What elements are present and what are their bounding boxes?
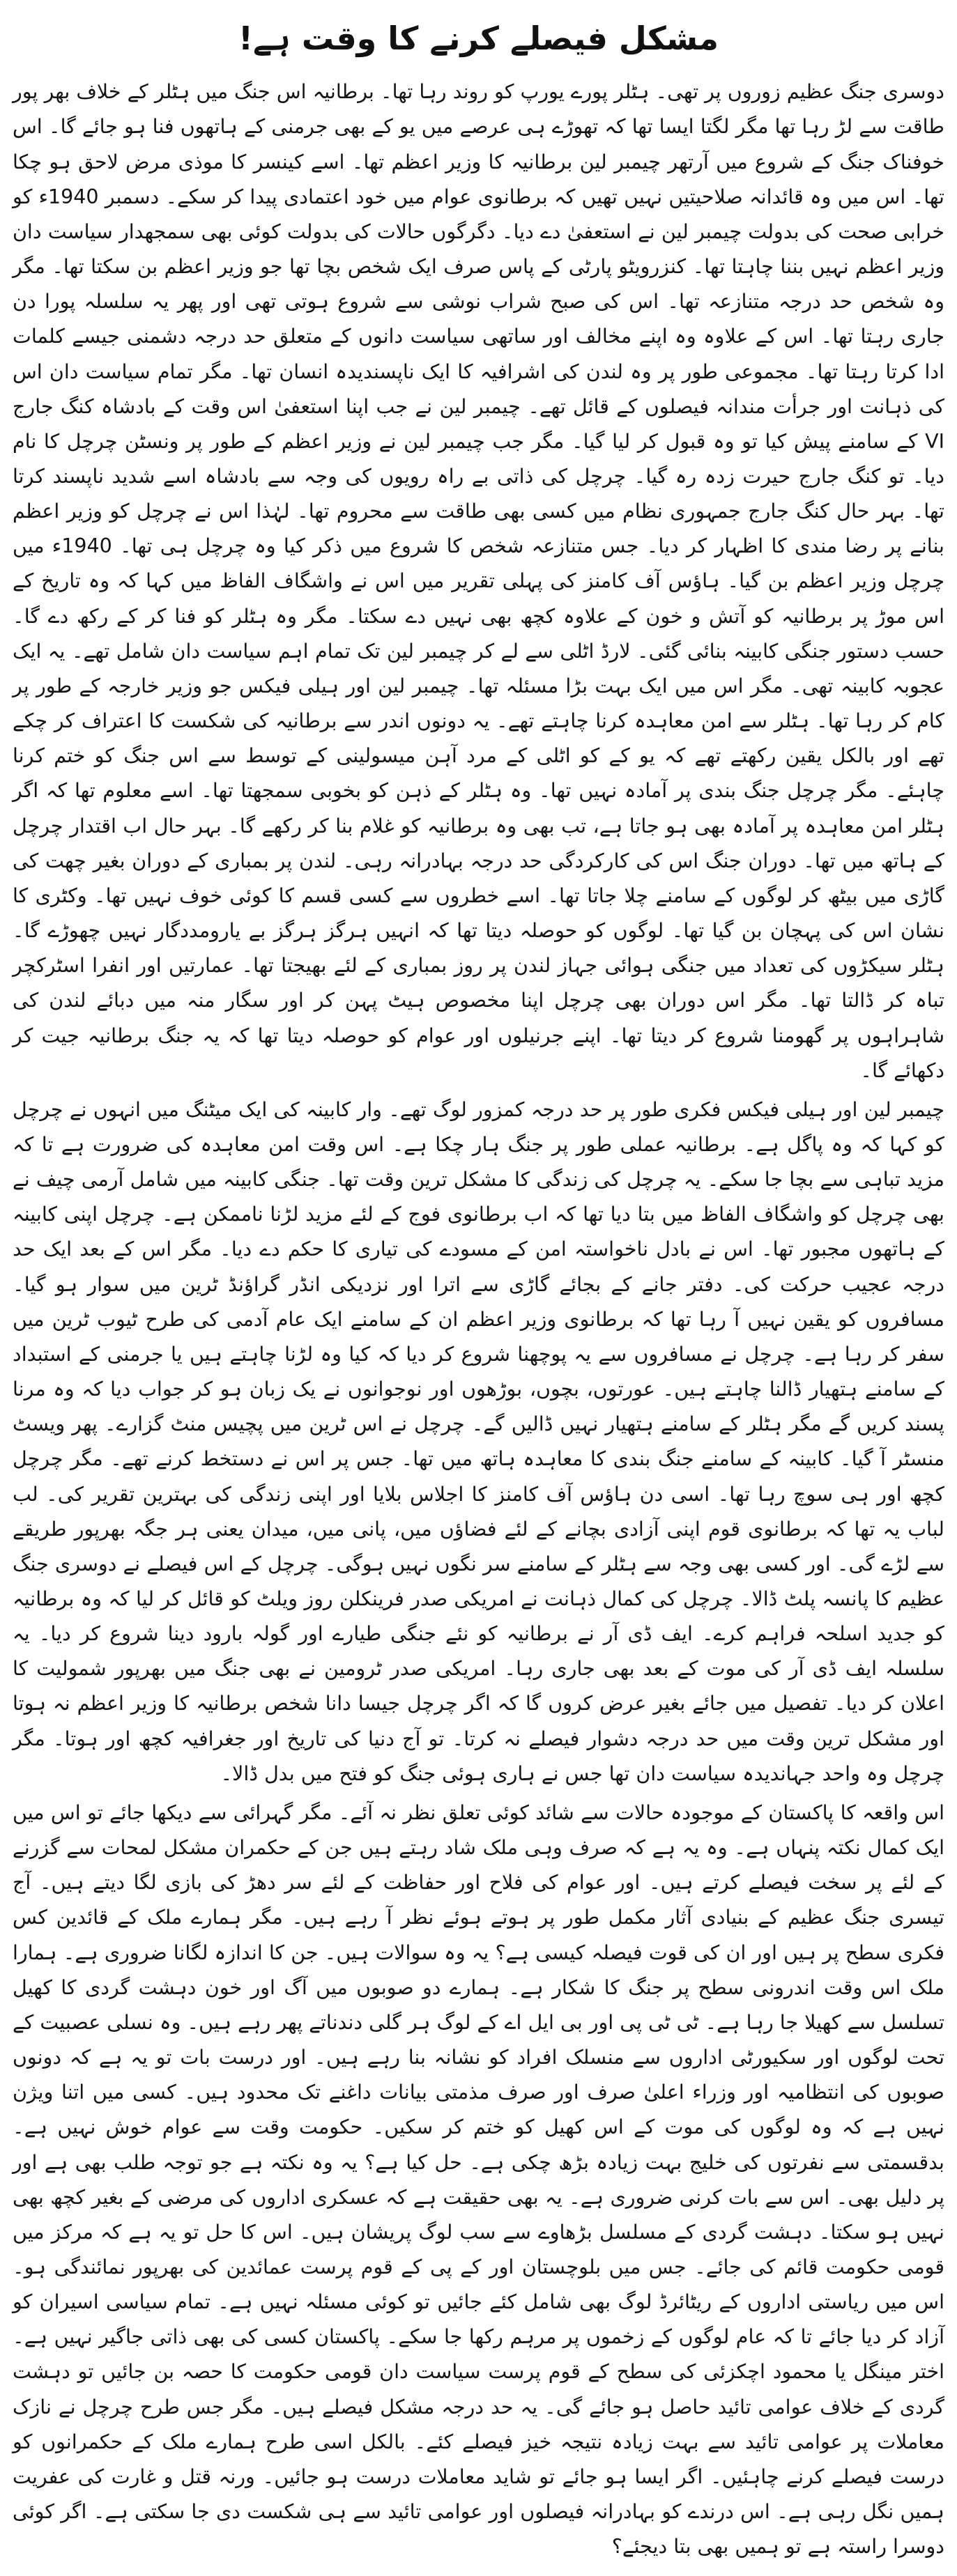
paragraph: چیمبر لین اور ہیلی فیکس فکری طور پر حد درجہ کمزور لوگ تھے۔ وار کابینہ کی ایک میٹنگ میں انہوں نے چرچل کو کہا کہ وہ پاگل ہے۔ برطانیہ عملی طور پر جنگ ہار چکا ہے۔ اس وقت امن معاہدہ کی ضرورت ہے تا کہ مزید تباہی سے بچا جا سکے۔ یہ چرچل کی زندگی کا مشکل ترین وقت تھا۔ جنگی کابینہ میں شامل آرمی چیف نے بھی چرچل کو واشگاف الفاظ میں بتا دیا تھا کہ اب برطانوی فوج کے لئے مزید لڑنا ناممکن ہے۔ چرچل اپنی کابینہ کے ہاتھوں مجبور تھا۔ اس نے بادل ناخواستہ امن کے مسودے کی تیاری کا حکم دے دیا۔ مگر اس کے بعد ایک حد درجہ عجیب حرکت کی۔ دفتر جانے کے بجائے گاڑی سے اترا اور نزدیکی انڈر گراؤنڈ ٹرین میں سوار ہو گیا۔ مسافروں کو یقین نہیں آ رہا تھا کہ برطانوی وزیر اعظم ان کے سامنے ایک عام آدمی کی طرح ٹیوب ٹرین میں سفر کر رہا ہے۔ چرچل نے مسافروں سے یہ پوچھنا شروع کر دیا کہ کیا وہ لڑنا چاہتے ہیں یا جرمنی کے استبداد کے سامنے ہتھیار ڈالنا چاہتے ہیں۔ عورتوں، بچوں، بوڑھوں اور نوجوانوں نے یک زبان ہو کر جواب دیا کہ وہ مرنا پسند کریں گے مگر ہٹلر کے سامنے ہتھیار نہیں ڈالیں گے۔ چرچل نے اس ٹرین میں پچیس منٹ گزارے۔ پھر ویسٹ منسٹر آ گیا۔ کابینہ کے سامنے جنگ بندی کا معاہدہ ہاتھ میں تھا۔ جس پر اس نے دستخط کرنے تھے۔ مگر چرچل کچھ اور ہی سوچ رہا تھا۔ اسی دن ہاؤس آف کامنز کا اجلاس بلایا اور اپنی زندگی کی بہترین تقریر کی۔ لب لباب یہ تھا کہ برطانوی قوم اپنی آزادی بچانے کے لئے فضاؤں میں، پانی میں، میدان یعنی ہر جگہ بھرپور طریقے سے لڑے گی۔ اور کسی بھی وجہ سے ہٹلر کے سامنے سر نگوں نہیں ہوگی۔ چرچل کے اس فیصلے نے دوسری جنگ عظیم کا پانسہ پلٹ ڈالا۔ چرچل کی کمال ذہانت نے امریکی صدر فرینکلن روز ویلٹ کو قائل کر لیا کہ وہ برطانیہ کو جدید اسلحہ فراہم کرے۔ ایف ڈی آر نے برطانیہ کو نئے جنگی طیارے اور گولہ بارود دینا شروع کر دیا۔ یہ سلسلہ ایف ڈی آر کی موت کے بعد بھی جاری رہا۔ امریکی صدر ٹرومین نے بھی جنگ میں بھرپور شمولیت کا اعلان کر دیا۔ تفصیل میں جائے بغیر عرض کروں گا کہ اگر چرچل جیسا دانا شخص برطانیہ کا وزیر اعظم نہ ہوتا اور مشکل ترین وقت میں حد درجہ دشوار فیصلے نہ کرتا۔ تو آج دنیا کی تاریخ اور جغرافیہ کچھ اور ہوتا۔ مگر چرچل وہ واحد جہاندیدہ سیاست دان تھا جس نے ہاری ہوئی جنگ کو فتح میں بدل ڈالا۔ (13, 1097, 944, 1785)
paragraph: دوسری جنگ عظیم زوروں پر تھی۔ ہٹلر پورے یورپ کو روند رہا تھا۔ برطانیہ اس جنگ میں ہٹلر کے خلاف بھر پور طاقت سے لڑ رہا تھا مگر لگتا ایسا تھا کہ تھوڑے ہی عرصے میں یو کے بھی جرمنی کے ہاتھوں فنا ہو جائے گا۔ اس خوفناک جنگ کے شروع میں آرتھر چیمبر لین برطانیہ کا وزیر اعظم تھا۔ اسے کینسر کا موذی مرض لاحق ہو چکا تھا۔ اس میں وہ قائدانہ صلاحیتیں نہیں تھیں کہ برطانوی عوام میں خود اعتمادی پیدا کر سکے۔ دسمبر 1940ء کو خرابی صحت کی بدولت چیمبر لین نے استعفیٰ دے دیا۔ دگرگوں حالات کی بدولت کوئی بھی سمجھدار سیاست دان وزیر اعظم نہیں بننا چاہتا تھا۔ کنزرویٹو پارٹی کے پاس صرف ایک شخص بچا تھا جو وزیر اعظم بن سکتا تھا۔ مگر وہ شخص حد درجہ متنازعہ تھا۔ اس کی صبح شراب نوشی سے شروع ہوتی تھی اور پھر یہ سلسلہ پورا دن جاری رہتا تھا۔ اس کے علاوہ وہ اپنے مخالف اور ساتھی سیاست دانوں کے متعلق حد درجہ دشمنی جیسے کلمات ادا کرتا رہتا تھا۔ مجموعی طور پر وہ لندن کی اشرافیہ کا ایک ناپسندیدہ انسان تھا۔ مگر تمام سیاست دان اس کی ذہانت اور جرأت مندانہ فیصلوں کے قائل تھے۔ چیمبر لین نے جب اپنا استعفیٰ اس وقت کے بادشاہ کنگ جارج VI کے سامنے پیش کیا تو وہ قبول کر لیا گیا۔ مگر جب چیمبر لین نے وزیر اعظم کے طور پر ونسٹن چرچل کا نام دیا۔ تو کنگ جارج حیرت زدہ رہ گیا۔ چرچل کی ذاتی بے راہ رویوں کی وجہ سے بادشاہ اسے شدید ناپسند کرتا تھا۔ بہر حال کنگ جارج جمہوری نظام میں کسی بھی طاقت سے محروم تھا۔ لہٰذا اس نے چرچل کو وزیر اعظم بنانے پر رضا مندی کا اظہار کر دیا۔ جس متنازعہ شخص کا شروع میں ذکر کیا وہ چرچل ہی تھا۔ 1940ء میں چرچل وزیر اعظم بن گیا۔ ہاؤس آف کامنز کی پہلی تقریر میں اس نے واشگاف الفاظ میں کہا کہ وہ تاریخ کے اس موڑ پر برطانیہ کو آتش و خون کے علاوہ کچھ بھی نہیں دے سکتا۔ مگر وہ ہٹلر کو فنا کر کے رکھ دے گا۔ حسب دستور جنگی کابینہ بنائی گئی۔ لارڈ اٹلی سے لے کر چیمبر لین تک تمام اہم سیاست دان شامل تھے۔ یہ ایک عجوبہ کابینہ تھی۔ مگر اس میں ایک بہت بڑا مسئلہ تھا۔ چیمبر لین اور ہیلی فیکس جو وزیر خارجہ کے طور پر کام کر رہا تھا۔ ہٹلر سے امن معاہدہ کرنا چاہتے تھے۔ یہ دونوں اندر سے برطانیہ کی شکست کا اعتراف کر چکے تھے اور بالکل یقین رکھتے تھے کہ یو کے کو اٹلی کے مرد آہن میسولینی کے توسط سے اس جنگ کو ختم کرنا چاہئے۔ مگر چرچل جنگ بندی پر آمادہ نہیں تھا۔ وہ ہٹلر کے ذہن کو بخوبی سمجھتا تھا۔ اسے معلوم تھا کہ اگر ہٹلر امن معاہدہ پر آمادہ بھی ہو جاتا ہے، تب بھی وہ برطانیہ کو غلام بنا کر رکھے گا۔ بہر حال اب اقتدار چرچل کے ہاتھ میں تھا۔ دوران جنگ اس کی کارکردگی حد درجہ بہادرانہ رہی۔ لندن پر بمباری کے دوران بغیر چھت کی گاڑی میں بیٹھ کر لوگوں کے سامنے چلا جاتا تھا۔ اسے خطروں سے کسی قسم کا کوئی خوف نہیں تھا۔ وکٹری کا نشان اس کی پہچان بن گیا تھا۔ لوگوں کو حوصلہ دیتا تھا کہ انہیں ہرگز ہرگز بے یارومددگار نہیں چھوڑے گا۔ ہٹلر سیکڑوں کی تعداد میں جنگی ہوائی جہاز لندن پر روز بمباری کے لئے بھیجتا تھا۔ عمارتیں اور انفرا اسٹرکچر تباہ کر ڈالتا تھا۔ مگر اس دوران بھی چرچل اپنا مخصوص ہیٹ پہن کر اور سگار منہ میں دبائے لندن کی شاہراہوں پر گھومنا شروع کر دیتا تھا۔ اپنے جرنیلوں اور عوام کو حوصلہ دیتا تھا کہ یہ جنگ برطانیہ جیت کر دکھائے گا۔ (13, 80, 944, 1082)
column-body (13, 75, 944, 2564)
column-title: مشکل فیصلے کرنے کا وقت ہے! (238, 20, 719, 57)
paragraph: اس واقعہ کا پاکستان کے موجودہ حالات سے شائد کوئی تعلق نظر نہ آئے۔ مگر گہرائی سے دیکھا جائے تو اس میں ایک کمال نکتہ پنہاں ہے۔ وہ یہ ہے کہ صرف وہی ملک شاد رہتے ہیں جن کے حکمران مشکل لمحات سے گزرنے کے لئے پر سخت فیصلے کرتے ہیں۔ اور عوام کی فلاح اور حفاظت کے لئے سر دھڑ کی بازی لگا دیتے ہیں۔ آج تیسری جنگ عظیم کے بنیادی آثار مکمل طور پر ہوتے ہوئے نظر آ رہے ہیں۔ مگر ہمارے ملک کے قائدین کس فکری سطح پر ہیں اور ان کی قوت فیصلہ کیسی ہے؟ یہ وہ سوالات ہیں۔ جن کا اندازہ لگانا ضروری ہے۔ ہمارا ملک اس وقت اندرونی سطح پر جنگ کا شکار ہے۔ ہمارے دو صوبوں میں آگ اور خون دہشت گردی کا کھیل تسلسل سے کھیلا جا رہا ہے۔ ٹی ٹی پی اور بی ایل اے کے لوگ ہر گلی دندناتے پھر رہے ہیں۔ وہ نسلی عصبیت کے تحت لوگوں اور سکیورٹی اداروں سے منسلک افراد کو نشانہ بنا رہے ہیں۔ اور درست بات تو یہ ہے کہ دونوں صوبوں کی انتظامیہ اور وزراء اعلیٰ صرف اور صرف مذمتی بیانات داغنے تک محدود ہیں۔ کسی میں اتنا ویژن نہیں ہے کہ وہ لوگوں کی موت کے اس کھیل کو ختم کر سکیں۔ حکومت وقت سے عوام خوش نہیں ہے۔ بدقسمتی سے نفرتوں کی خلیج بہت زیادہ بڑھ چکی ہے۔ حل کیا ہے؟ یہ وہ نکتہ ہے جو توجہ طلب بھی ہے اور پر دلیل بھی۔ اس سے بات کرنی ضروری ہے۔ یہ بھی حقیقت ہے کہ عسکری اداروں کی مرضی کے بغیر کچھ بھی نہیں ہو سکتا۔ دہشت گردی کے مسلسل بڑھاوے سے سب لوگ پریشان ہیں۔ اس کا حل تو یہ ہے کہ مرکز میں قومی حکومت قائم کی جائے۔ جس میں بلوچستان اور کے پی کے قوم پرست عمائدین کی بھرپور نمائندگی ہو۔ اس میں ریاستی اداروں کے ریٹائرڈ لوگ بھی شامل کئے جائیں تو کوئی مسئلہ نہیں ہے۔ تمام سیاسی اسیران کو آزاد کر دیا جائے تا کہ عام لوگوں کے زخموں پر مرہم رکھا جا سکے۔ پاکستان کسی کی بھی ذاتی جاگیر نہیں ہے۔ اختر مینگل یا محمود اچکزئی کی سطح کے قوم پرست سیاست دان قومی حکومت کا حصہ بن جائیں تو دہشت گردی کے خلاف عوامی تائید حاصل ہو جائے گی۔ یہ حد درجہ مشکل فیصلے ہیں۔ مگر جس طرح چرچل نے نازک معاملات پر عوامی تائید سے بہت زیادہ نتیجہ خیز فیصلے کئے۔ بالکل اسی طرح ہمارے ملک کے حکمرانوں کو درست فیصلے کرنے چاہئیں۔ اگر ایسا ہو جائے تو شاید معاملات درست ہو جائیں۔ ورنہ قتل و غارت کی عفریت ہمیں نگل رہی ہے۔ اس درندے کو بہادرانہ فیصلوں اور عوامی تائید سے ہی شکست دی جا سکتی ہے۔ اگر کوئی دوسرا راستہ ہے تو ہمیں بھی بتا دیجئے؟ (13, 1800, 944, 2559)
